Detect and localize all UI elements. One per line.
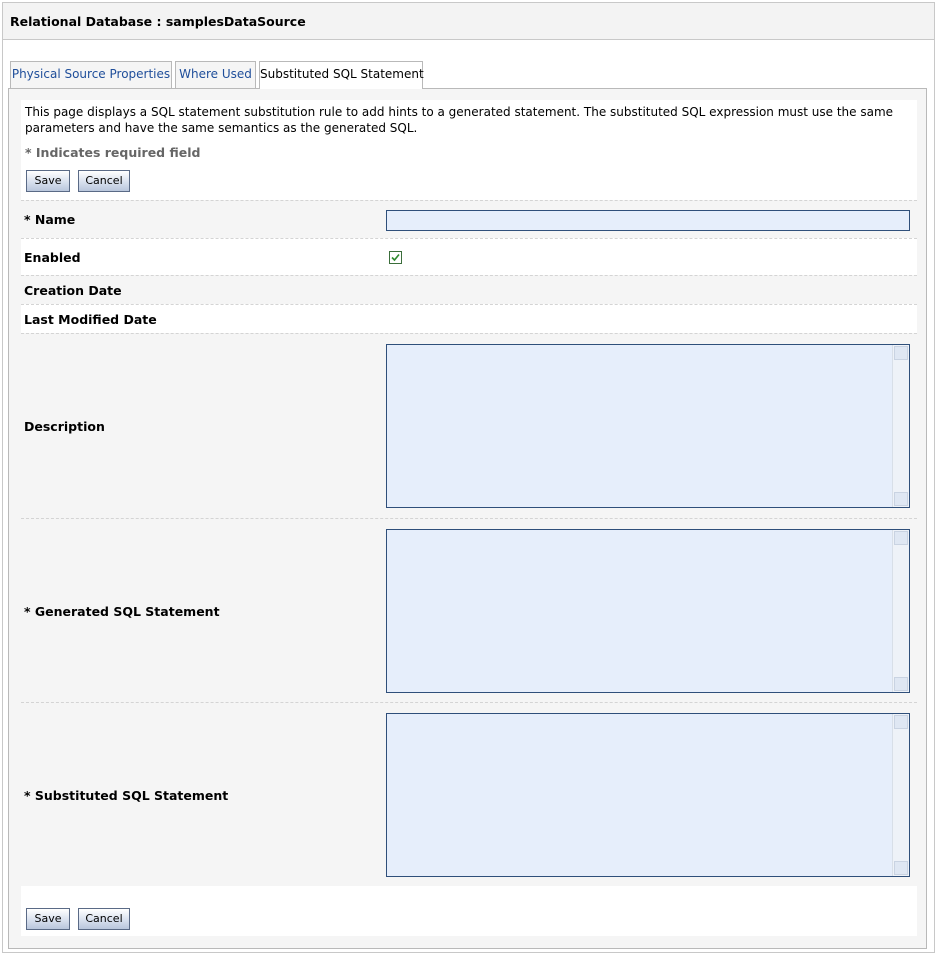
tab-physical-source-properties[interactable]: Physical Source Properties	[10, 61, 172, 88]
description-row	[21, 333, 917, 518]
title-bar	[3, 3, 934, 40]
description-scrollbar[interactable]	[892, 345, 909, 507]
name-row	[21, 200, 917, 238]
cancel-button-top[interactable]: Cancel	[78, 170, 130, 192]
enabled-label: Enabled	[24, 250, 81, 265]
last-modified-date-label: Last Modified Date	[24, 312, 157, 327]
substituted-sql-textarea[interactable]	[387, 714, 892, 876]
scroll-up-icon[interactable]	[894, 531, 908, 545]
generated-sql-row	[21, 518, 917, 702]
creation-date-row	[21, 275, 917, 304]
intro-section	[21, 100, 917, 200]
page-title: Relational Database : samplesDataSource	[10, 14, 306, 29]
description-label: Description	[24, 419, 105, 434]
scroll-up-icon[interactable]	[894, 346, 908, 360]
description-textarea-box	[386, 344, 910, 508]
substituted-sql-label: * Substituted SQL Statement	[24, 788, 229, 803]
description-textarea[interactable]	[387, 345, 892, 507]
tab-where-used[interactable]: Where Used	[175, 61, 256, 88]
scroll-down-icon[interactable]	[894, 861, 908, 875]
bottom-button-bar	[21, 886, 917, 936]
required-field-note: * Indicates required field	[25, 145, 201, 160]
generated-sql-label: * Generated SQL Statement	[24, 604, 220, 619]
checkmark-icon	[391, 253, 400, 262]
name-input[interactable]	[386, 210, 910, 231]
scroll-down-icon[interactable]	[894, 677, 908, 691]
substituted-sql-row	[21, 702, 917, 886]
tab-substituted-sql-statement[interactable]: Substituted SQL Statement	[259, 61, 423, 89]
enabled-checkbox[interactable]	[389, 251, 402, 264]
generated-sql-scrollbar[interactable]	[892, 530, 909, 692]
creation-date-label: Creation Date	[24, 283, 122, 298]
scroll-down-icon[interactable]	[894, 492, 908, 506]
save-button-bottom[interactable]: Save	[26, 908, 70, 930]
last-modified-date-row	[21, 304, 917, 333]
generated-sql-textarea-box	[386, 529, 910, 693]
page-description: This page displays a SQL statement substitution rule to add hints to a generated statement. The substituted SQL expression must use the same parameters and have the same semantics as the generated SQL.	[25, 105, 894, 135]
generated-sql-textarea[interactable]	[387, 530, 892, 692]
tab-content-panel	[8, 88, 927, 949]
scroll-up-icon[interactable]	[894, 715, 908, 729]
substituted-sql-scrollbar[interactable]	[892, 714, 909, 876]
name-label: * Name	[24, 212, 76, 227]
save-button-top[interactable]: Save	[26, 170, 70, 192]
page-frame	[2, 2, 935, 953]
substituted-sql-textarea-box	[386, 713, 910, 877]
cancel-button-bottom[interactable]: Cancel	[78, 908, 130, 930]
enabled-row	[21, 238, 917, 275]
